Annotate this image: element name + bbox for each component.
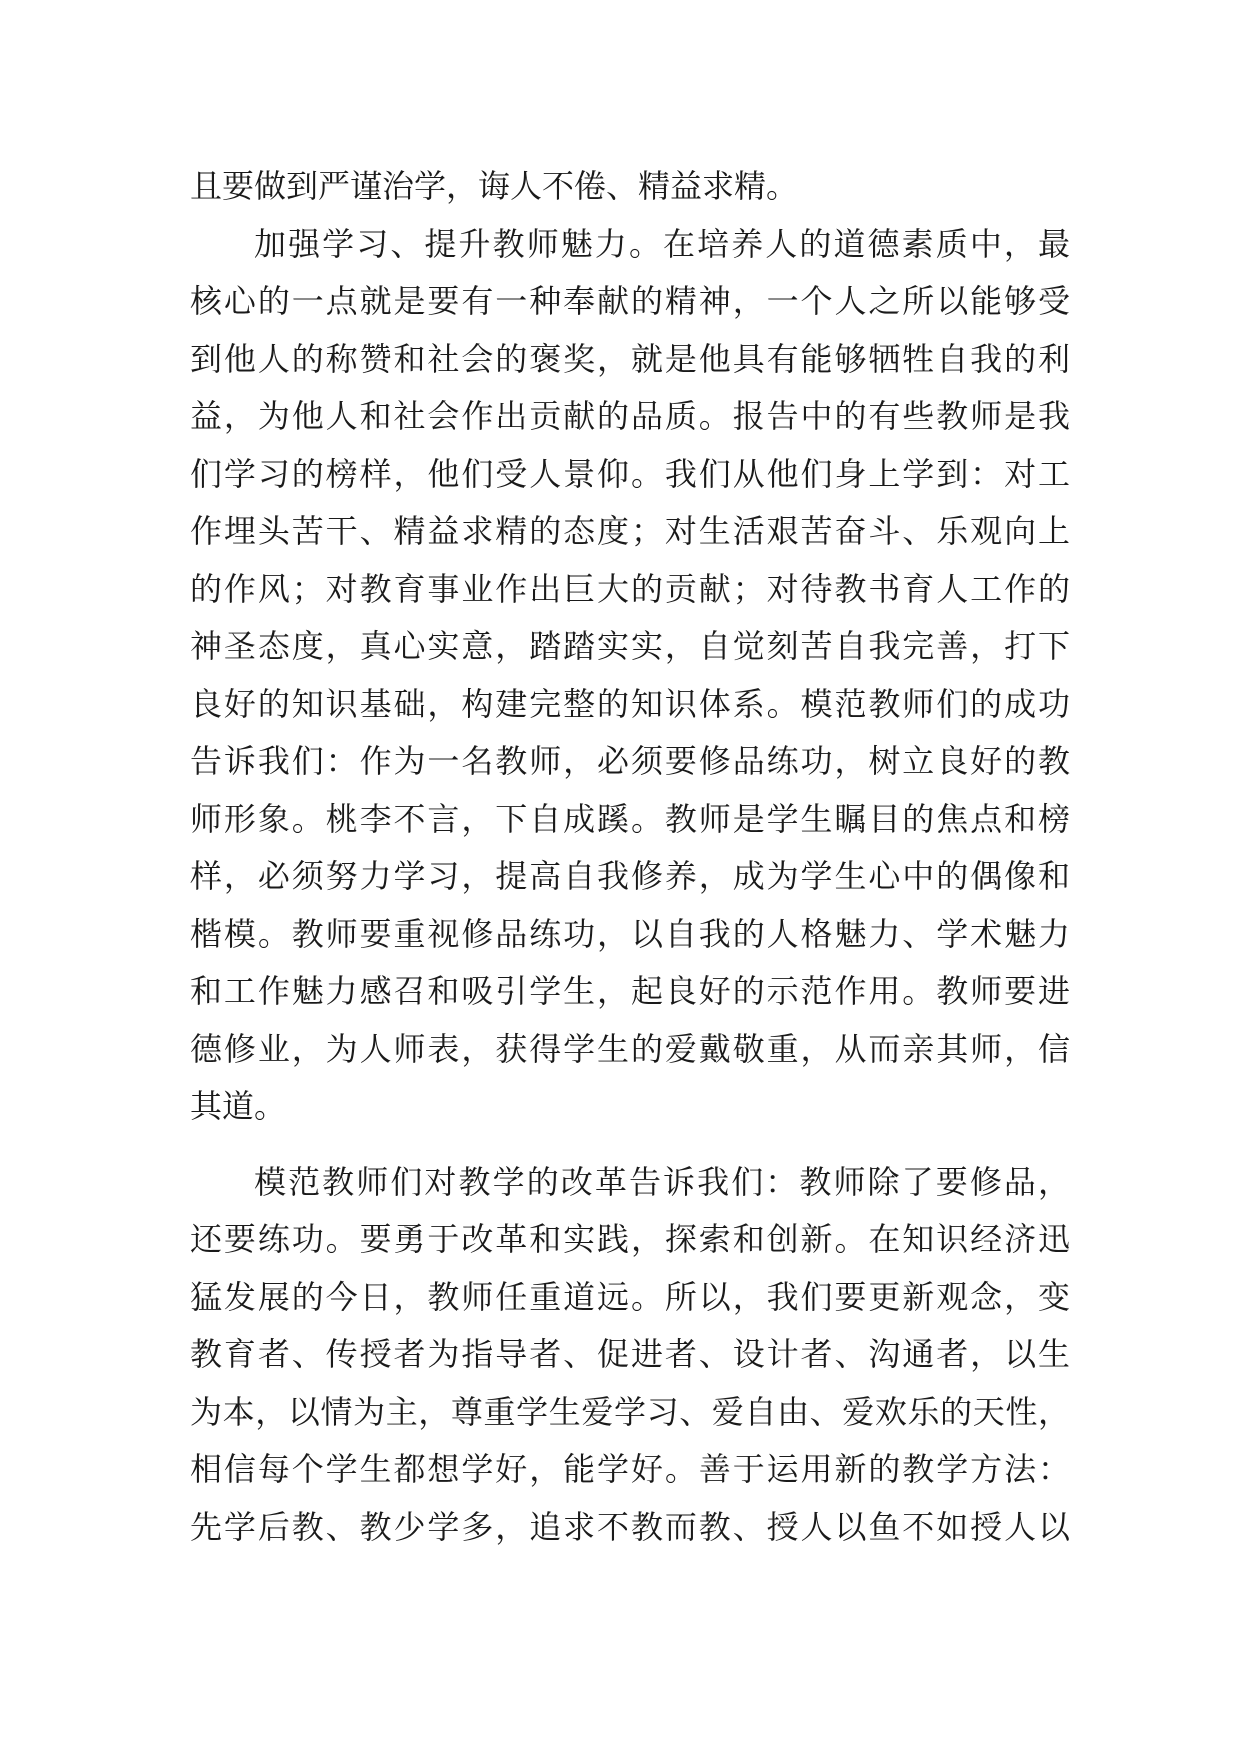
text-line: 师形象。桃李不言，下自成蹊。教师是学生瞩目的焦点和榜 <box>190 799 1070 838</box>
text-line: 模范教师们对教学的改革告诉我们：教师除了要修品， <box>254 1162 1070 1201</box>
text-line: 作埋头苦干、精益求精的态度；对生活艰苦奋斗、乐观向上 <box>190 512 1070 550</box>
text-line: 到他人的称赞和社会的褒奖，就是他具有能够牺牲自我的利 <box>190 339 1070 378</box>
text-line: 猛发展的今日，教师任重道远。所以，我们要更新观念，变 <box>190 1277 1070 1316</box>
text-line: 教育者、传授者为指导者、促进者、设计者、沟通者，以生 <box>190 1335 1070 1373</box>
text-line: 的作风；对教育事业作出巨大的贡献；对待教书育人工作的 <box>190 569 1070 608</box>
text-line: 德修业，为人师表，获得学生的爱戴敬重，从而亲其师，信 <box>190 1029 1070 1068</box>
text-line: 和工作魅力感召和吸引学生，起良好的示范作用。教师要进 <box>190 972 1070 1010</box>
text-line: 还要练功。要勇于改革和实践，探索和创新。在知识经济迅 <box>190 1220 1070 1258</box>
text-line: 相信每个学生都想学好，能学好。善于运用新的教学方法： <box>190 1450 1070 1488</box>
text-line: 其道。 <box>190 1087 287 1125</box>
text-line: 们学习的榜样，他们受人景仰。我们从他们身上学到：对工 <box>190 454 1070 493</box>
text-line: 且要做到严谨治学，诲人不倦、精益求精。 <box>190 167 799 205</box>
text-line: 为本，以情为主，尊重学生爱学习、爱自由、爱欢乐的天性， <box>190 1392 1070 1431</box>
text-line: 样，必须努力学习，提高自我修养，成为学生心中的偶像和 <box>190 857 1070 895</box>
paragraph-spacer <box>190 1136 1070 1154</box>
text-line: 告诉我们：作为一名教师，必须要修品练功，树立良好的教 <box>190 742 1070 780</box>
text-line: 良好的知识基础，构建完整的知识体系。模范教师们的成功 <box>190 684 1070 723</box>
text-line: 益，为他人和社会作出贡献的品质。报告中的有些教师是我 <box>190 397 1070 435</box>
text-line: 神圣态度，真心实意，踏踏实实，自觉刻苦自我完善，打下 <box>190 627 1070 665</box>
text-line: 先学后教、教少学多，追求不教而教、授人以鱼不如授人以 <box>190 1507 1070 1546</box>
body-text <box>190 158 1070 1556</box>
text-line: 核心的一点就是要有一种奉献的精神，一个人之所以能够受 <box>190 282 1070 320</box>
text-line: 楷模。教师要重视修品练功，以自我的人格魅力、学术魅力 <box>190 914 1070 953</box>
text-line: 加强学习、提升教师魅力。在培养人的道德素质中，最 <box>254 224 1070 263</box>
